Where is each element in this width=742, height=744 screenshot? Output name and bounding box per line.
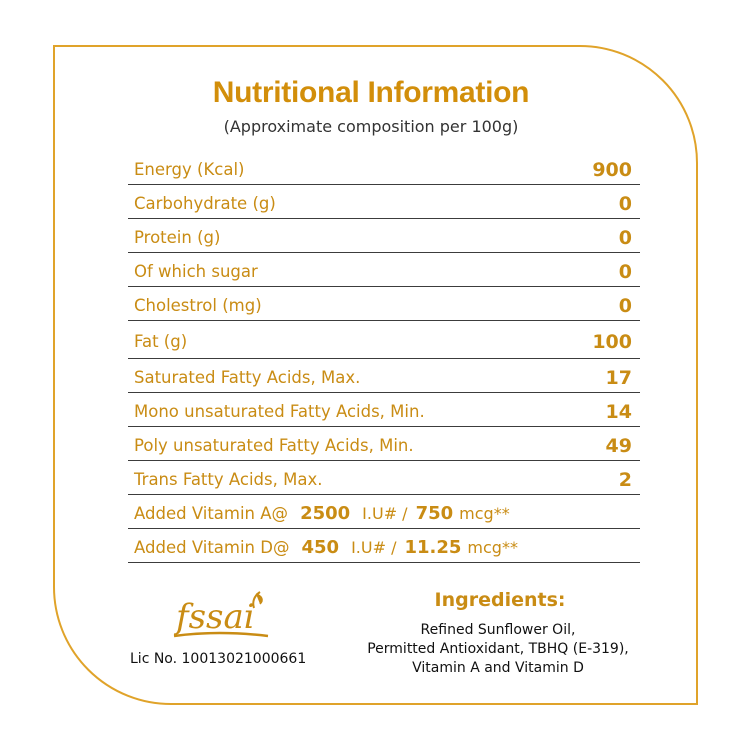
row-label: Poly unsaturated Fatty Acids, Min. [134,436,414,455]
table-row [128,151,640,185]
table-row [128,253,640,287]
row-label: Fat (g) [134,332,188,351]
row-label: Cholestrol (mg) [134,296,262,315]
license-number: Lic No. 10013021000661 [130,651,307,667]
ingredients-list [340,621,656,678]
table-row [128,359,640,393]
vitamin-label: Added Vitamin A@ [134,504,289,523]
row-value: 0 [618,260,632,283]
row-value: 0 [618,226,632,249]
row-value: 0 [618,192,632,215]
row-value: 17 [605,366,632,389]
row-label: Energy (Kcal) [134,160,245,179]
row-label: Trans Fatty Acids, Max. [134,470,323,489]
vitamin-mcg-unit: mcg** [467,538,518,557]
row-label: Protein (g) [134,228,221,247]
vitamin-iu-value: 2500 [300,503,351,524]
table-row [128,219,640,253]
vitamin-iu-unit: I.U# / [351,538,397,557]
row-label: Mono unsaturated Fatty Acids, Min. [134,402,425,421]
vitamin-iu-unit: I.U# / [362,504,408,523]
page-title: Nutritional Information [212,76,530,109]
vitamin-row [128,529,640,563]
row-value: 0 [618,294,632,317]
table-row [128,427,640,461]
page-subtitle: (Approximate composition per 100g) [223,117,519,136]
ingredient-line: Vitamin A and Vitamin D [412,660,584,676]
table-row [128,287,640,321]
vitamin-row [128,495,640,529]
logo-text: fssai [176,597,255,637]
table-row [128,393,640,427]
row-label: Saturated Fatty Acids, Max. [134,368,361,387]
ingredients-title: Ingredients: [434,589,566,611]
row-value: 900 [592,158,632,181]
ingredient-line: Permitted Antioxidant, TBHQ (E-319), [367,641,629,657]
vitamin-mcg-value: 11.25 [404,537,462,558]
table-row [128,321,640,359]
row-label: Of which sugar [134,262,258,281]
row-value: 100 [592,330,632,353]
table-row [128,461,640,495]
row-value: 2 [618,468,632,491]
vitamin-label: Added Vitamin D@ [134,538,290,557]
ingredient-line: Refined Sunflower Oil, [420,622,576,638]
nutrition-table [128,151,640,563]
table-row [128,185,640,219]
row-value: 49 [605,434,632,457]
vitamin-iu-value: 450 [301,537,340,558]
row-label: Carbohydrate (g) [134,194,276,213]
vitamin-mcg-unit: mcg** [459,504,510,523]
row-value: 14 [605,400,632,423]
fssai-logo [168,588,278,644]
vitamin-mcg-value: 750 [415,503,454,524]
